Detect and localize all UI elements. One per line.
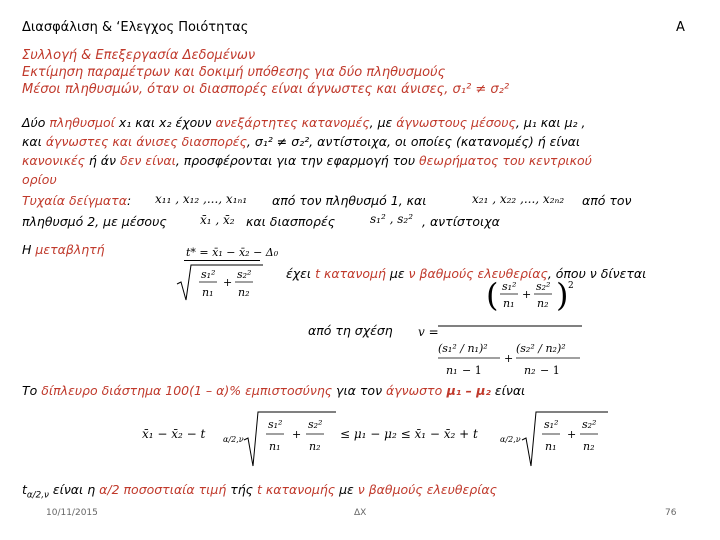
- ci-l-plus: +: [292, 428, 302, 441]
- t-fraction-bar: [184, 260, 260, 261]
- dof-den-plus: +: [504, 352, 514, 365]
- pop2-line: πληθυσμό 2, με μέσους: [22, 214, 167, 229]
- dof-den-minus1b: − 1: [540, 364, 560, 377]
- course-title: Διασφάλιση & ‘Ελεγχος Ποιότητας: [22, 20, 249, 35]
- dof-formula: [416, 276, 586, 384]
- samples-from-pop1: από τον πληθυσμό 1, και: [272, 193, 427, 208]
- ci-left: x̄₁ − x̄₂ − t: [142, 427, 206, 441]
- ci-formula: [140, 408, 610, 470]
- dof-paren-open: (: [486, 276, 499, 314]
- dof-num-n2: n₂: [537, 297, 549, 310]
- t-den-plus: +: [223, 276, 233, 289]
- ci-left-sub: α/2,ν: [223, 435, 244, 444]
- paragraph-line-1: Δύο πληθυσμοί x₁ και x₂ έχουν ανεξάρτητες κατανομές, με άγνωστους μέσους, μ₁ και μ₂ ,: [22, 115, 586, 130]
- subtitle-1: Συλλογή & Επεξεργασία Δεδομένων: [22, 48, 256, 63]
- variances-formula: s₁² , s₂²: [370, 212, 414, 226]
- ci-r-plus: +: [567, 428, 577, 441]
- dof-num-s1: s₁²: [502, 280, 517, 293]
- sample-2-formula: x₂₁ , x₂₂ ,..., x₂ₙ₂: [472, 192, 565, 206]
- relation-label: από τη σχέση: [308, 323, 393, 338]
- t-statistic-numerator: t* = x̄₁ − x̄₂ − Δ₀: [186, 246, 279, 259]
- samples-from-label: από τον: [582, 193, 632, 208]
- ci-l-s2: s₂²: [308, 418, 323, 431]
- t-denominator-sqrt: [175, 262, 265, 304]
- ci-sentence: Το δίπλευρο διάστημα 100(1 – α)% εμπιστοσύνης για τον άγνωστο μ₁ – μ₂ είναι: [22, 383, 526, 398]
- variances-label: και διασπορές: [246, 214, 336, 229]
- ci-r-n2: n₂: [583, 440, 595, 453]
- footer-center: ΔΧ: [354, 508, 367, 518]
- dof-num-plus: +: [522, 288, 532, 301]
- variable-label: Η μεταβλητή: [22, 242, 105, 257]
- t-den-n2: n₂: [238, 286, 250, 299]
- dof-num-s2: s₂²: [536, 280, 551, 293]
- t-den-s1: s₁²: [201, 268, 216, 281]
- footer-date: 10/11/2015: [46, 508, 98, 518]
- paragraph-line-4: ορίου: [22, 172, 57, 187]
- dof-num-n1: n₁: [503, 297, 515, 310]
- footer-page-number: 76: [665, 508, 677, 518]
- t-den-s2: s₂²: [237, 268, 252, 281]
- dof-den-term1: (s₁² / n₁)²: [438, 342, 488, 355]
- sample-1-formula: x₁₁ , x₁₂ ,..., x₁ₙ₁: [155, 192, 248, 206]
- dof-den-n1: n₁: [446, 364, 458, 377]
- ci-r-n1: n₁: [545, 440, 557, 453]
- paragraph-line-3: κανονικές ή άν δεν είναι, προσφέρονται για την εφαρμογή του θεωρήματος του κεντρικού: [22, 153, 592, 168]
- ci-l-n1: n₁: [269, 440, 281, 453]
- dof-den-term2: (s₂² / n₂)²: [516, 342, 566, 355]
- ci-l-s1: s₁²: [268, 418, 283, 431]
- dof-square: 2: [568, 281, 574, 291]
- ci-right-sub: α/2,ν: [500, 435, 521, 444]
- variable-description: έχει t κατανομή με ν βαθμούς ελευθερίας, όπου ν δίνεται: [286, 266, 647, 281]
- subtitle-2: Εκτίμηση παραμέτρων και δοκιμή υπόθεσης για δύο πληθυσμούς: [22, 65, 446, 80]
- dof-lhs: v =: [418, 325, 439, 339]
- samples-line: Τυχαία δείγματα:: [22, 193, 132, 208]
- t-den-n1: n₁: [202, 286, 214, 299]
- respectively-label: , αντίστοιχα: [422, 214, 500, 229]
- means-formula: x̄₁ , x̄₂: [200, 213, 235, 227]
- ci-middle: ≤ μ₁ − μ₂ ≤ x̄₁ − x̄₂ + t: [340, 427, 478, 441]
- paragraph-line-2: και άγνωστες και άνισες διασπορές, σ₁² ≠ σ₂², αντίστοιχα, οι οποίες (κατανομές) ή είναι: [22, 134, 581, 149]
- subtitle-3: Μέσοι πληθυσμών, όταν οι διασπορές είναι άγνωστες και άνισες, σ₁² ≠ σ₂²: [22, 82, 510, 97]
- t-percentile-line: $t_{\alpha/2,\nu}$ είναι η α/2 ποσοστιαία τιμή τής t κατανομής με ν βαθμούς ελευθερίας: [22, 482, 498, 501]
- ci-r-s2: s₂²: [582, 418, 597, 431]
- ci-r-s1: s₁²: [544, 418, 559, 431]
- dof-den-minus1: − 1: [462, 364, 482, 377]
- dof-den-n2: n₂: [524, 364, 536, 377]
- dof-paren-close: ): [556, 276, 569, 314]
- section-letter: Α: [676, 20, 685, 35]
- ci-l-n2: n₂: [309, 440, 321, 453]
